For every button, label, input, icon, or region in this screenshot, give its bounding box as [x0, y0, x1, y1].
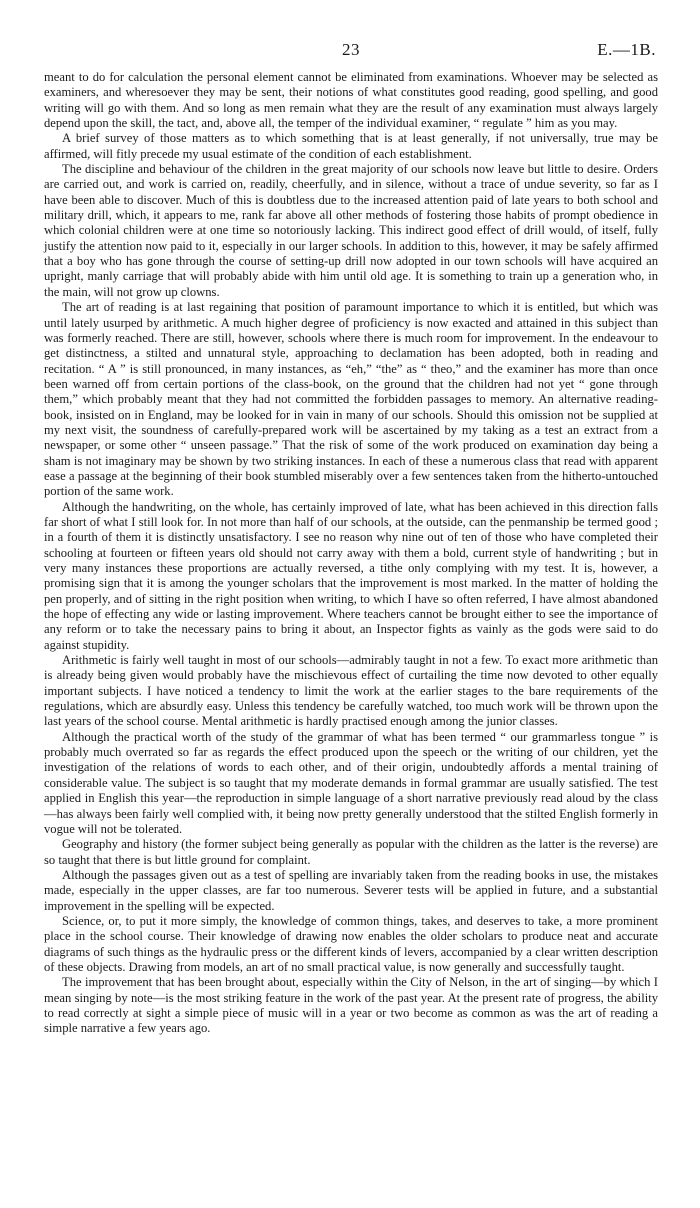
- paragraph-singing: The improvement that has been brought about, especially within the City of Nelson, in the art of singing—by which I mean singing by note—is the most striking feature in the work of the past year. At the present rate of progress, the ability to read correctly at sight a simple piece of music will in a year or two become as common as was the art of reading a simple narrative a few years ago.: [44, 975, 658, 1036]
- paragraph-discipline: The discipline and behaviour of the children in the great majority of our schools now leave but little to desire. Orders are carried out, and work is carried on, readily, cheerfully, and in silence, without a trace of undue severity, so far as I have been able to discover. Much of this is doubtless due to the increased attention paid of late years to both school and military drill, which, it appears to me, rank far above all other methods of fostering those habits of prompt obedience in which colonial children were at one time so notoriously lacking. This indirect good effect of drill would, of itself, fully justify the attention now paid to it, especially in our larger schools. In addition to this, however, it may be safely affirmed that a boy who has gone through the course of setting-up drill now adopted in our town schools will have acquired an upright, manly carriage that will probably abide with him until old age. It is something to train up a generation who, in the main, will not grow up clowns.: [44, 162, 658, 299]
- page-header: [44, 40, 658, 66]
- paragraph-grammar: Although the practical worth of the study of the grammar of what has been termed “ our grammarless tongue ” is probably much overrated so far as regards the effect produced upon the speech or the writing of our children, yet the investigation of the relations of words to each other, and of their origin, undoubtedly affords a mental training of considerable value. The subject is so taught that my moderate demands in formal grammar are usually satisfied. The test applied in English this year—the reproduction in simple language of a short narrative previously read aloud by the class—has always been fairly well complied with, it being now pretty generally understood that the stilted English formerly in vogue will not be tolerated.: [44, 729, 658, 836]
- document-page: [44, 40, 658, 1037]
- paragraph-brief-survey: A brief survey of those matters as to which something that is at least generally, if not universally, true may be affirmed, will fitly precede my usual estimate of the condition of each establishment.: [44, 131, 658, 161]
- document-reference: E.—1B.: [597, 40, 656, 59]
- paragraph-reading: The art of reading is at last regaining that position of paramount importance to which it is entitled, but which was until lately usurped by arithmetic. A much higher degree of proficiency is now exacted and attained in this subject than was formerly reached. There are still, however, schools where there is much room for improvement. In the endeavour to get distinctness, a stilted and unnatural style, approaching to declamation has been adopted, both in reading and recitation. “ A ” is still pronounced, in many instances, as “eh,” “the” as “ theo,” and the examiner has more than once been warned off from certain portions of the class-book, on the ground that the children had not yet “ gone through them,” which probably meant that they had not committed the forbidden passages to memory. An alternative reading-book, insisted on in England, may be looked for in vain in many of our schools. Should this omission not be supplied at my next visit, the soundness of carefully-prepared work will be ascertained by my taking as a test an extract from a newspaper, or some other “ unseen passage.” That the risk of some of the work produced on examination day being a sham is not imaginary may be shown by two striking instances. In each of these a numerous class that read with apparent ease a passage at the beginning of their book stumbled miserably over a few sentences taken from the hitherto-untouched portion of the same work.: [44, 300, 658, 499]
- paragraph-spelling: Although the passages given out as a test of spelling are invariably taken from the reading books in use, the mistakes made, especially in the upper classes, are far too numerous. Severer tests will be applied in future, and a substantial improvement in the spelling will be expected.: [44, 867, 658, 913]
- paragraph-arithmetic: Arithmetic is fairly well taught in most of our schools—admirably taught in not a few. To exact more arithmetic than is already being given would probably have the mischievous effect of curtailing the time now devoted to other equally important subjects. I have noticed a tendency to limit the work at the earlier stages to the bare requirements of the regulations, which are absurdly easy. Unless this tendency be carefully watched, too much work will be thrown upon the last years of the school course. Mental arithmetic is hardly practised enough among the junior classes.: [44, 653, 658, 729]
- page-number: 23: [342, 40, 360, 59]
- paragraph-geography-history: Geography and history (the former subject being generally as popular with the children as the latter is the reverse) are so taught that there is but little ground for complaint.: [44, 837, 658, 867]
- paragraph-handwriting: Although the handwriting, on the whole, has certainly improved of late, what has been achieved in this direction falls far short of what I still look for. In not more than half of our schools, at the outside, can the penmanship be termed good ; in a fourth of them it is distinctly unsatisfactory. I see no reason why nine out of ten of those who have completed their schooling at fourteen or fifteen years old should not carry away with them a bold, current style of handwriting ; but in very many instances these proportions are actually reversed, a tithe only complying with my test. It is, however, a promising sign that it is among the younger scholars that the improvement is most marked. In the matter of holding the pen properly, and of sitting in the right position when writing, to which I have so often referred, I have almost abandoned the hope of effecting any wide or lasting improvement. Where teachers cannot be brought either to see the importance of any reform or to take the necessary pains to bring it about, an Inspector fights as vainly as the gods were said to do against stupidity.: [44, 499, 658, 652]
- paragraph-examiner-element: meant to do for calculation the personal element cannot be eliminated from examinations. Whoever may be selected as examiners, and wheresoever they may be sent, their notions of what constitutes good reading, good spelling, and good writing will go with them. And so long as men remain what they are the result of any examination must always largely depend upon the skill, the tact, and, above all, the temper of the individual examiner, “ regulate ” him as you may.: [44, 70, 658, 131]
- report-body: [44, 70, 658, 1037]
- paragraph-science-drawing: Science, or, to put it more simply, the knowledge of common things, takes, and deserves to take, a more prominent place in the school course. Their knowledge of drawing now enables the older scholars to produce neat and accurate diagrams of such things as the hydraulic press or the different kinds of levers, accompanied by a clear written description of these objects. Drawing from models, an art of no small practical value, is now generally and successfully taught.: [44, 913, 658, 974]
